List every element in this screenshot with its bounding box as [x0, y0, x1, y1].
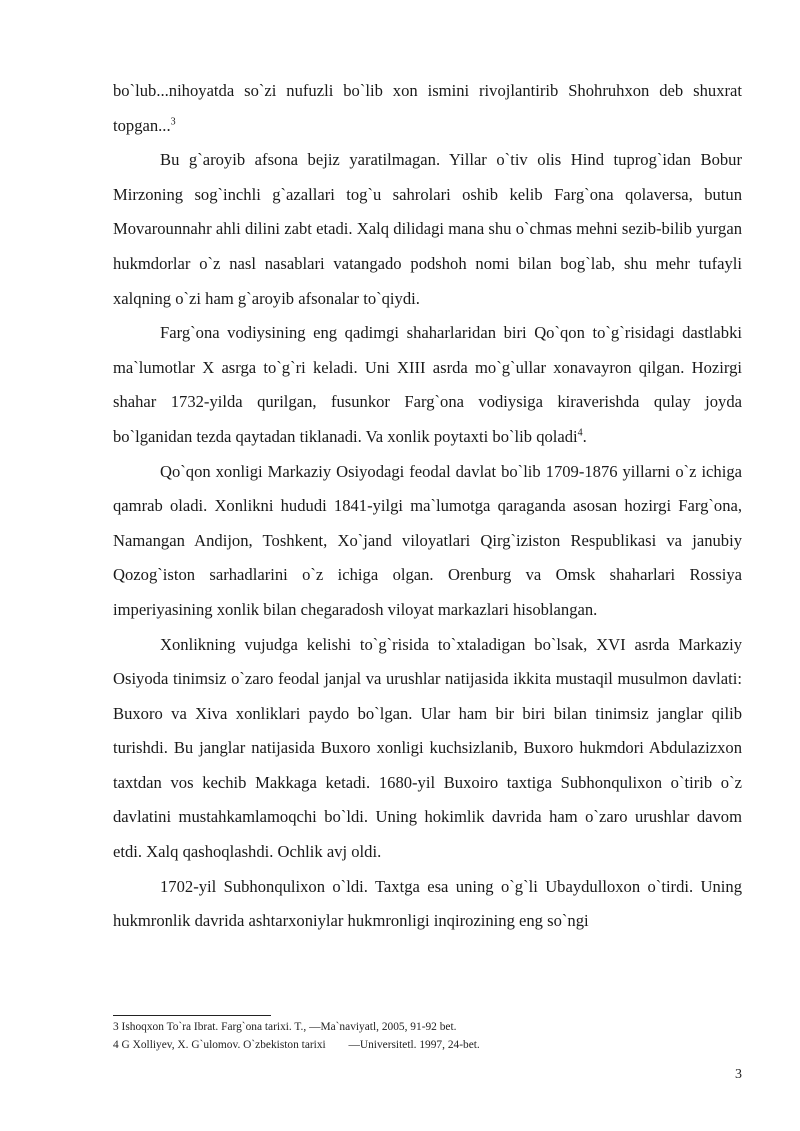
footnotes: [113, 1019, 742, 1054]
paragraph-6: [113, 870, 742, 939]
footnote-3: 3 Ishoqxon To`ra Ibrat. Farg`ona tarixi. T., —Ma`naviyatl, 2005, 91-92 bet.: [113, 1021, 457, 1033]
footnote-ref-4: 4: [577, 427, 583, 439]
footnote-ref-3: 3: [170, 116, 176, 128]
paragraph-6-text: 1702-yil Subhonqulixon o`ldi. Taxtga esa uning o`g`li Ubaydulloxon o`tirdi. Uning hukmronlik davrida ashtarxoniylar hukmronligi inqirozining eng so`ngi: [113, 876, 742, 931]
paragraph-3: [113, 316, 742, 454]
paragraph-1: [113, 74, 742, 143]
paragraph-3-tail: .: [582, 426, 587, 446]
paragraph-5-text: Xonliknіng vujudga kelishi to`g`risida to`xtaladigan bo`lsak, XVI asrda Markaziy Osiyoda tinimsiz o`zaro feodal janjal va urushlar natijasida ikkita mustaqil musulmon davlati: Buxoro va Xiva xonliklari paydo bo`lgan. Ular ham bir biri bilan tinimsiz janglar qilib turishdi. Bu janglar natijasida Buxoro xonligi kuchsizlanib, Buxoro hukmdori Abdulazizxon taxtdan vos kechib Makkaga ketadi. 1680-yil Buxoiro taxtiga Subhonqulixon o`tirib o`z davlatini mustahkamlamoqchi bo`ldi. Uning hokimlik davrida ham o`zaro urushlar davom etdi. Xalq qashoqlashdi. Ochlik avj oldi.: [113, 634, 742, 862]
paragraph-1-text: bo`lub...nihoyatda so`zi nufuzli bo`lib xon ismini rivojlantirib Shohruhxon deb shuxrat topgan...: [113, 81, 742, 135]
paragraph-3-text: Farg`ona vodiysining eng qadimgi shaharlaridan biri Qo`qon to`g`risidagi dastlabki ma`lumotlar X asrga to`g`ri keladi. Uni XIII asrda mo`g`ullar xonavayron qilgan. Hozirgi shahar 1732-yilda qurilgan, fusunkor Farg`ona vodiysiga kiraverishda qulay joyda bo`lganidan tezda qaytadan tiklanadi. Va xonlik poytaxti bo`lib qoladi: [113, 323, 742, 446]
body-text: [113, 74, 742, 939]
paragraph-2: [113, 143, 742, 316]
paragraph-4-text: Qo`qon xonligi Markaziy Osiyodagi feodal davlat bo`lib 1709-1876 yillarni o`z ichiga qamrab oladi. Xonlikni hududi 1841-yilgi ma`lumotga qaraganda asosan hozirgi Farg`ona, Namangan Andijon, Toshkent, Xo`jand viloyatlari Qirg`iziston Respublikasi va janubiy Qozog`iston sarhadlarini o`z ichiga olgan. Orenburg va Omsk shaharlari Rossiya imperiyasining xonlik bilan chegaradosh viloyat markazlari hisoblangan.: [113, 461, 742, 619]
footnote-separator: [113, 1015, 271, 1016]
footnote-4: 4 G Xolliyev, X. G`ulomov. O`zbekiston tarixi —Universitetl. 1997, 24-bet.: [113, 1038, 480, 1051]
paragraph-2-text: Bu g`aroyib afsona bejiz yaratilmagan. Yillar o`tiv olis Hind tuprog`idan Bobur Mirzoning sog`inchli g`azallari tog`u sahrolari oshib kelib Farg`ona qolaversa, butun Movarounnahr ahli dilini zabt etadi. Xalq dilidagi mana shu o`chmas mehni sezib-bilib yurgan hukmdorlar o`z nasl nasablari vatangado podshoh nomi bilan bog`lab, shu mehr tufayli xalqning o`zi ham g`aroyib afsonalar to`qiydi.: [113, 150, 742, 308]
page-number: 3: [735, 1067, 742, 1082]
paragraph-4: [113, 455, 742, 628]
paragraph-5: [113, 628, 742, 870]
